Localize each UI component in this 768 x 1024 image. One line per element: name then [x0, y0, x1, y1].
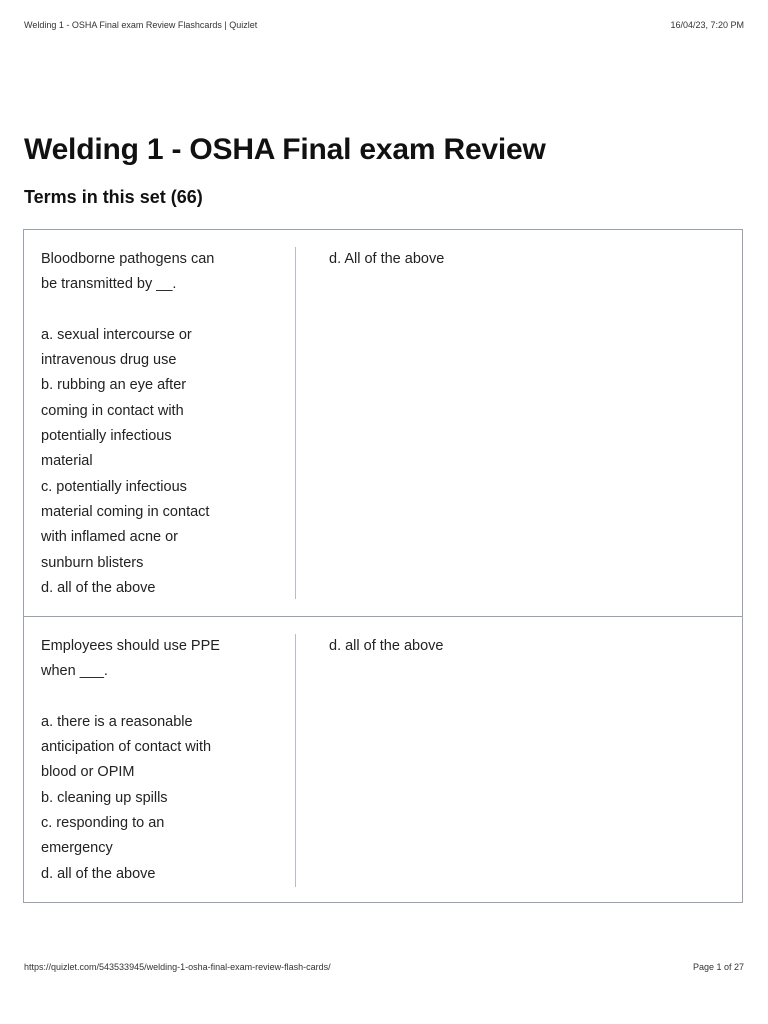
page-number: Page 1 of 27 [692, 962, 744, 972]
flashcard-row [23, 229, 743, 617]
print-header [24, 20, 744, 30]
card-term: Employees should use PPE when ___. a. there is a reasonable anticipation of contact with blood or OPIM b. cleaning up spills c. responding to an emergency d. all of the above [41, 638, 220, 882]
card-divider [295, 247, 296, 599]
card-definition: d. all of the above [329, 638, 444, 654]
card-definition: d. All of the above [329, 251, 445, 267]
card-divider [295, 634, 296, 887]
print-timestamp: 16/04/23, 7:20 PM [670, 20, 744, 30]
print-footer [24, 962, 744, 972]
page-url-link[interactable]: https://quizlet.com/543533945/welding-1-osha-final-exam-review-flash-cards/ [24, 962, 331, 972]
card-term: Bloodborne pathogens can be transmitted by __. a. sexual intercourse or intravenous drug use b. rubbing an eye after coming in contact with potentially infectious material c. potentially infectious material coming in contact with inflamed acne or sunburn blisters d. all of the above [41, 251, 215, 596]
flashcard-row [23, 616, 743, 903]
page-title: Welding 1 - OSHA Final exam Review [24, 133, 546, 166]
print-doc-title: Welding 1 - OSHA Final exam Review Flashcards | Quizlet [24, 20, 258, 30]
terms-count-heading: Terms in this set (66) [24, 187, 203, 207]
